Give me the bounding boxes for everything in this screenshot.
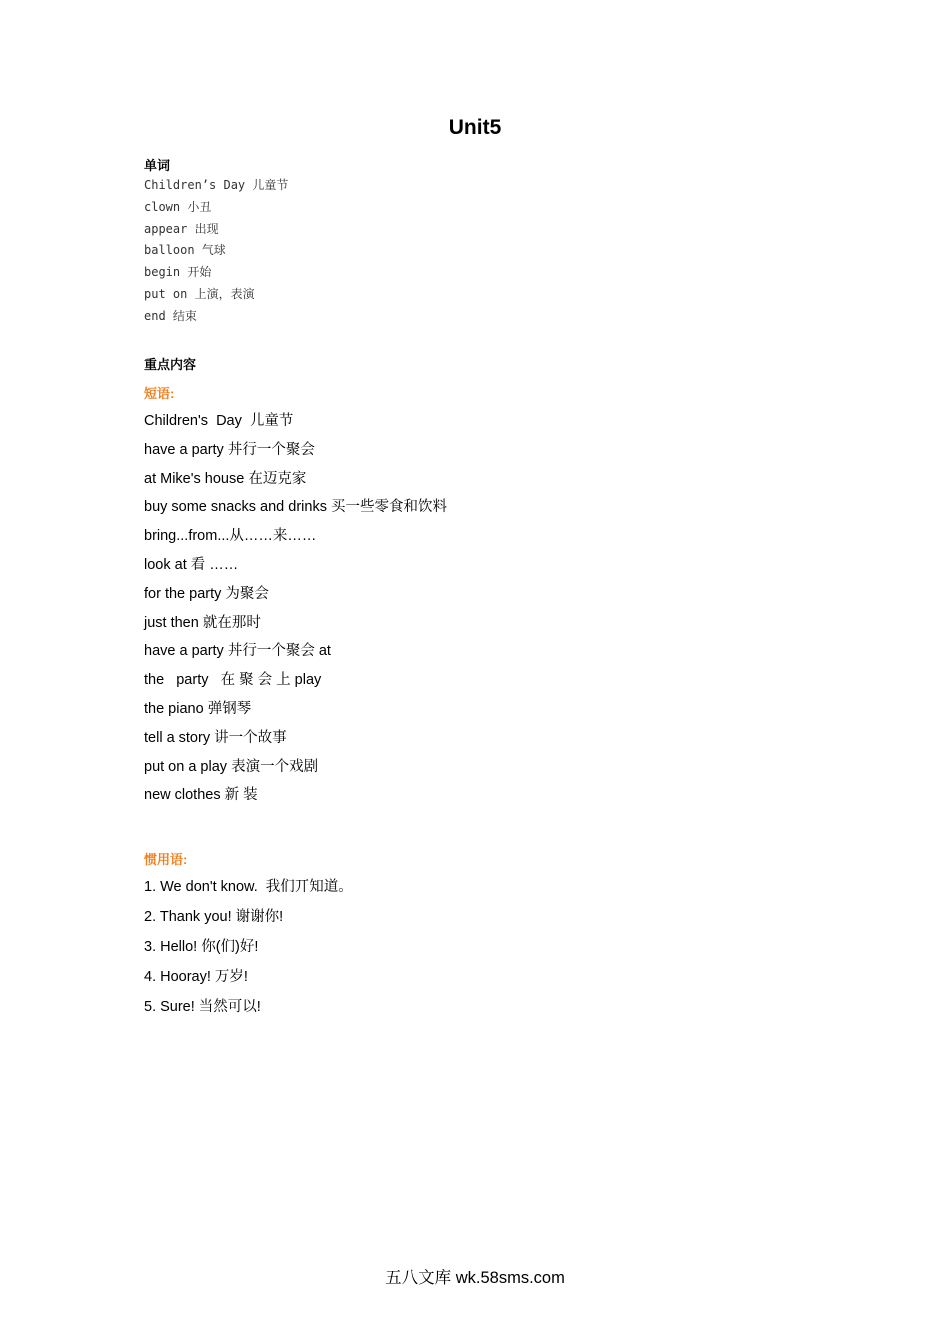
phrases-heading: 短语: <box>144 386 175 401</box>
phrase-item: the party 在 聚 会 上 play <box>144 672 322 689</box>
phrase-item: the piano 弹钢琴 <box>144 700 252 717</box>
vocab-item: begin 开始 <box>144 265 212 280</box>
phrase-item: bring...from...从……来…… <box>144 528 317 545</box>
phrase-item: new clothes 新 装 <box>144 787 258 804</box>
vocab-item: appear 出现 <box>144 221 219 236</box>
idiom-item: 2. Thank you! 谢谢你! <box>144 909 284 925</box>
phrase-item: for the party 为聚会 <box>144 585 269 602</box>
phrase-item: look at 看 …… <box>144 556 239 573</box>
idiom-item: 1. We don't know. 我们丌知道。 <box>144 879 353 895</box>
idiom-item: 3. Hello! 你(们)好! <box>144 939 259 955</box>
vocab-item: clown 小丑 <box>144 199 212 214</box>
vocab-list <box>144 175 288 328</box>
key-content-heading: 重点内容 <box>144 357 197 372</box>
idioms-heading: 惯用语: <box>144 852 188 867</box>
idiom-item: 4. Hooray! 万岁! <box>144 969 248 985</box>
phrase-item: have a party 丼行一个聚会 <box>144 441 315 458</box>
vocab-item: Children’s Day 儿童节 <box>144 178 289 192</box>
idiom-item: 5. Sure! 当然可以! <box>144 999 261 1015</box>
phrases-list <box>144 407 447 810</box>
phrase-item: buy some snacks and drinks 买一些零食和饮料 <box>144 499 447 516</box>
idioms-list <box>144 872 353 1022</box>
phrase-item: at Mike's house 在迈克家 <box>144 470 307 487</box>
phrase-item: have a party 丼行一个聚会 at <box>144 643 331 660</box>
phrase-item: tell a story 讲一个故事 <box>144 729 287 746</box>
vocab-item: end 结束 <box>144 308 197 323</box>
phrase-item: put on a play 表演一个戏剧 <box>144 758 319 775</box>
vocab-item: balloon 气球 <box>144 243 226 258</box>
footer-watermark: 五八文库 wk.58sms.com <box>385 1269 565 1287</box>
page-title: Unit5 <box>448 116 502 139</box>
phrase-item: Children's Day 儿童节 <box>144 413 294 429</box>
vocab-heading: 单词 <box>144 158 171 173</box>
vocab-item: put on 上演，表演 <box>144 286 255 301</box>
phrase-item: just then 就在那时 <box>144 614 261 631</box>
